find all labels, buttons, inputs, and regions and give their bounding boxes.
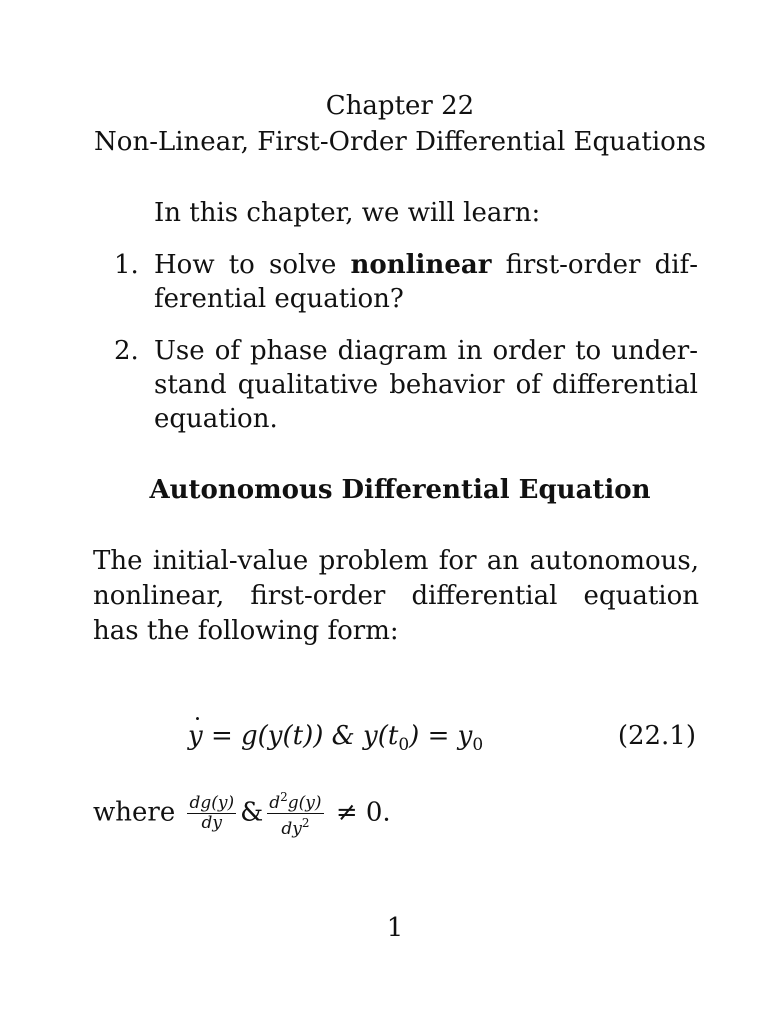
list-item <box>0 248 768 316</box>
first-derivative-fraction <box>187 794 236 833</box>
equation-rhs: = g(y(t)) & y(t <box>210 721 399 751</box>
list-item-text-before: How to solve <box>154 250 351 280</box>
objectives-list <box>0 248 768 436</box>
fraction-denominator <box>267 814 323 839</box>
equation-t-subscript: 0 <box>398 735 410 755</box>
list-item-text: Use of phase diagram in order to understand qualitative behavior of differential equation. <box>154 336 698 434</box>
condition-ampersand: & <box>240 797 264 828</box>
condition-line <box>93 788 391 839</box>
second-derivative-fraction <box>267 788 323 839</box>
page-number: 1 <box>386 913 404 943</box>
denominator-base: dy <box>281 819 302 839</box>
fraction-denominator: dy <box>201 813 223 833</box>
fraction-numerator <box>267 788 323 814</box>
chapter-title: Non-Linear, First-Order Differential Equations <box>94 127 706 157</box>
list-item-number: 2. <box>114 336 139 366</box>
intro-text: In this chapter, we will learn: <box>154 198 541 228</box>
equation-y-subscript: 0 <box>472 735 484 755</box>
chapter-number: Chapter 22 <box>325 91 475 121</box>
equation-lhs: ˙ y <box>188 721 203 751</box>
list-item-number: 1. <box>114 250 139 280</box>
denominator-power: 2 <box>301 816 310 830</box>
numerator-rest: g(y) <box>287 793 322 813</box>
body-paragraph: The initial-value problem for an autonomous, nonlinear, first-order differential equation has the following form: <box>93 546 699 646</box>
list-item-text <box>154 248 698 316</box>
numerator-power: 2 <box>280 790 288 804</box>
list-item-text-after: first-order differential equation? <box>154 250 699 314</box>
equation-body <box>188 716 483 765</box>
equation-initial-value: ) = y <box>409 721 473 751</box>
section-heading: Autonomous Differential Equation <box>149 475 651 505</box>
equation-number: (22.1) <box>617 721 696 751</box>
display-equation <box>0 716 768 756</box>
list-item <box>0 334 768 436</box>
list-item-emphasis: nonlinear <box>350 250 492 280</box>
condition-prefix: where <box>93 797 176 828</box>
fraction-numerator: dg(y) <box>189 793 235 813</box>
condition-suffix: ≠ 0. <box>335 797 391 828</box>
numerator-d: d <box>269 793 281 813</box>
